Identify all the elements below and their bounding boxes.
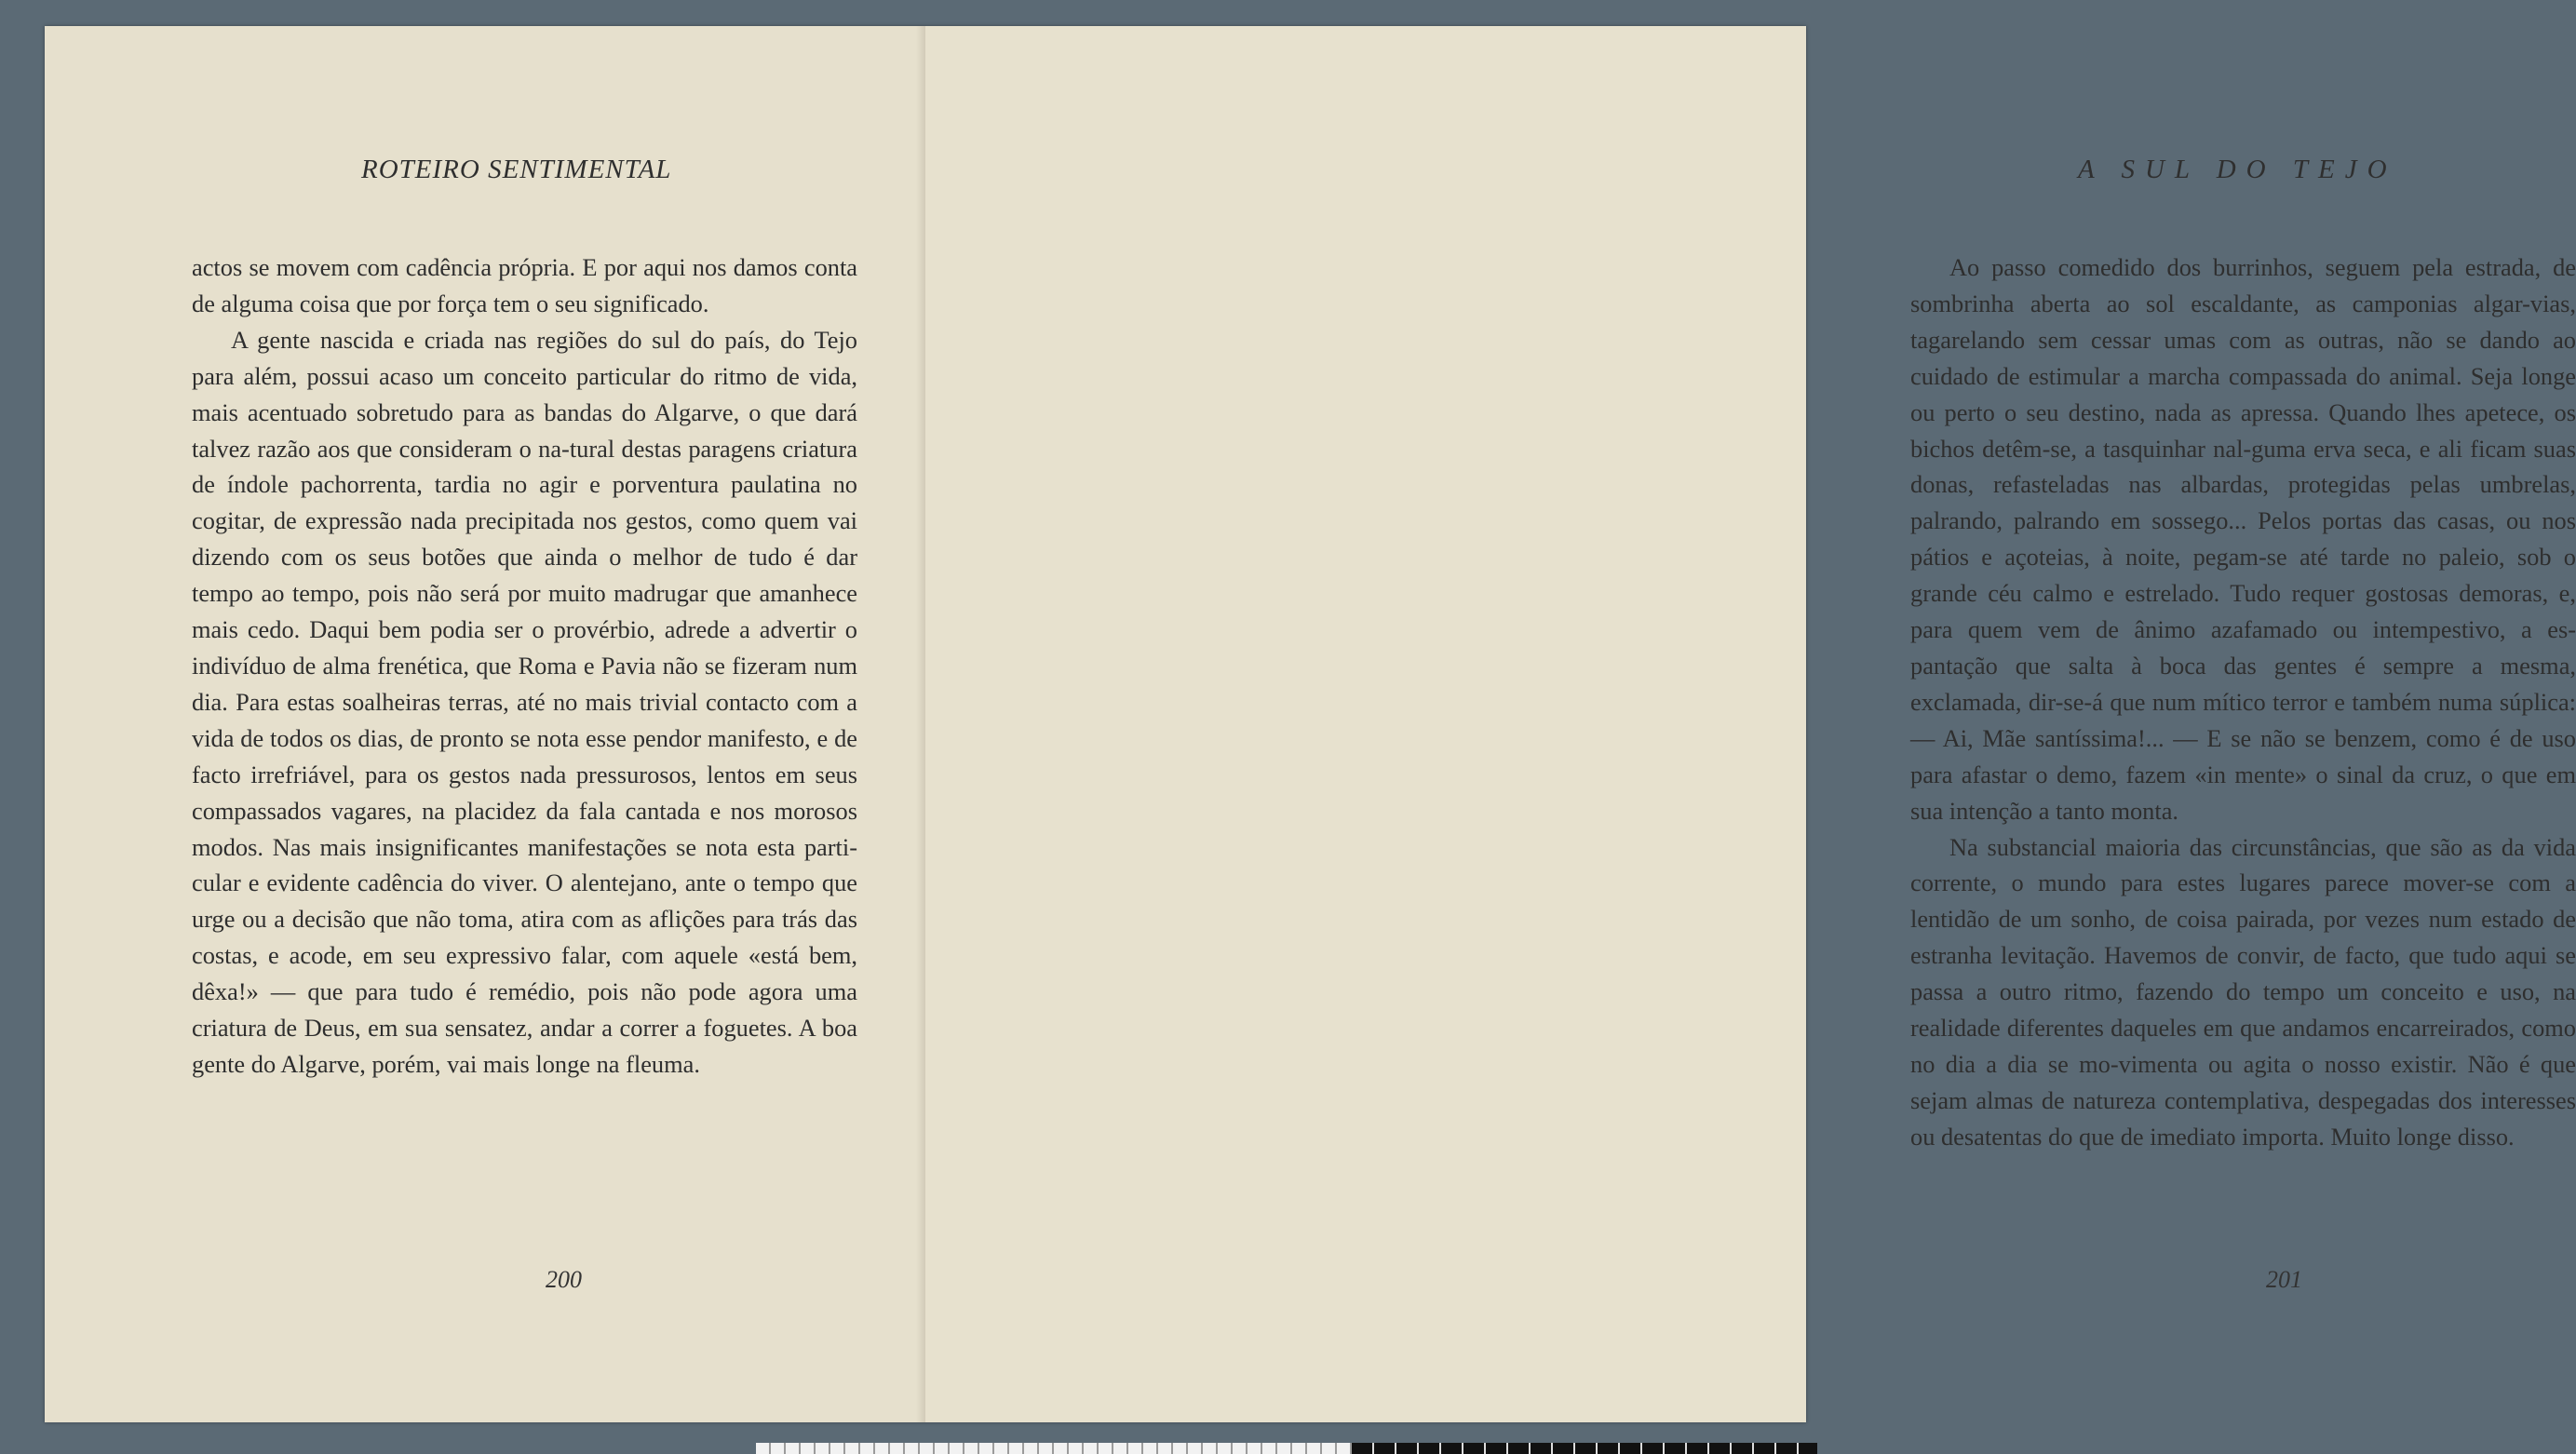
running-head-right: A SUL DO TEJO: [2078, 155, 2397, 184]
left-page: [45, 26, 925, 1422]
scale-ruler-dark-band: [1352, 1443, 1817, 1454]
paragraph: A gente nascida e criada nas regiões do sul do país, do Tejo para além, possui acaso um conceito particular do ritmo de vida, mais acentuado sobretudo para as bandas do Algarve, o que dará talvez razão aos que consideram o na-tural destas paragens criatura de índole pachorrenta, tardia no agir e porventura paulatina no cogitar, de expressão nada precipitada nos gestos, como quem vai dizendo com os seus botões que ainda o melhor de tudo é dar tempo ao tempo, pois não será por muito madrugar que amanhece mais cedo. Daqui bem podia ser o provérbio, adrede a advertir o indivíduo de alma frenética, que Roma e Pavia não se fizeram num dia. Para estas soalheiras terras, até no mais trivial contacto com a vida de todos os dias, de pronto se nota esse pendor manifesto, e de facto irrefriável, para os gestos nada pressurosos, lentos em seus compassados vagares, na placidez da fala cantada e nos morosos modos. Nas mais insignificantes manifestações se nota esta parti-cular e evidente cadência do viver. O alentejano, ante o tempo que urge ou a decisão que não toma, atira com as aflições para trás das costas, e acode, em seu expressivo falar, com aquele «está bem, dêxa!» — que para tudo é remédio, pois não pode agora uma criatura de Deus, em sua sensatez, andar a correr a foguetes. A boa gente do Algarve, porém, vai mais longe na fleuma.: [192, 325, 857, 1078]
left-page-text: [192, 249, 857, 1083]
right-page: [925, 26, 2576, 1422]
page-number-right: 201: [2266, 1266, 2302, 1293]
right-page-text: [1910, 249, 2576, 1155]
scale-ruler: [756, 1443, 1817, 1454]
book-spread: [45, 26, 2576, 1422]
paragraph: actos se movem com cadência própria. E por aqui nos damos conta de alguma coisa que por força tem o seu significado.: [192, 253, 857, 317]
paragraph: Ao passo comedido dos burrinhos, seguem pela estrada, de sombrinha aberta ao sol escaldante, as camponias algar-vias, tagarelando sem cessar umas com as outras, não se dando ao cuidado de estimular a marcha compassada do animal. Seja longe ou perto o seu destino, nada as apressa. Quando lhes apetece, os bichos detêm-se, a tasquinhar nal-guma erva seca, e ali ficam suas donas, refasteladas nas albardas, protegidas pelas umbrelas, palrando, palrando em sossego... Pelos portas das casas, ou nos pátios e açoteias, à noite, pegam-se até tarde no paleio, sob o grande céu calmo e estrelado. Tudo requer gostosas demoras, e, para quem vem de ânimo azafamado ou intempestivo, a es-pantação que salta à boca das gentes é sempre a mesma, exclamada, dir-se-á que num mítico terror e também numa súplica: — Ai, Mãe santíssima!... — E se não se benzem, como é de uso para afastar o demo, fazem «in mente» o sinal da cruz, o que em sua intenção a tanto monta.: [1910, 253, 2576, 825]
paragraph: Na substancial maioria das circunstâncias, que são as da vida corrente, o mundo para estes lugares parece mover-se com a lentidão de um sonho, de coisa pairada, por vezes num estado de estranha levitação. Havemos de convir, de facto, que tudo aqui se passa a outro ritmo, fazendo do tempo um conceito e uso, na realidade diferentes daqueles em que andamos encarreirados, como no dia a dia se mo-vimenta ou agita o nosso existir. Não é que sejam almas de natureza contemplativa, despegadas dos interesses ou desatentas do que de imediato importa. Muito longe disso.: [1910, 832, 2576, 1151]
running-head-left: ROTEIRO SENTIMENTAL: [361, 155, 672, 184]
page-number-left: 200: [546, 1266, 582, 1293]
